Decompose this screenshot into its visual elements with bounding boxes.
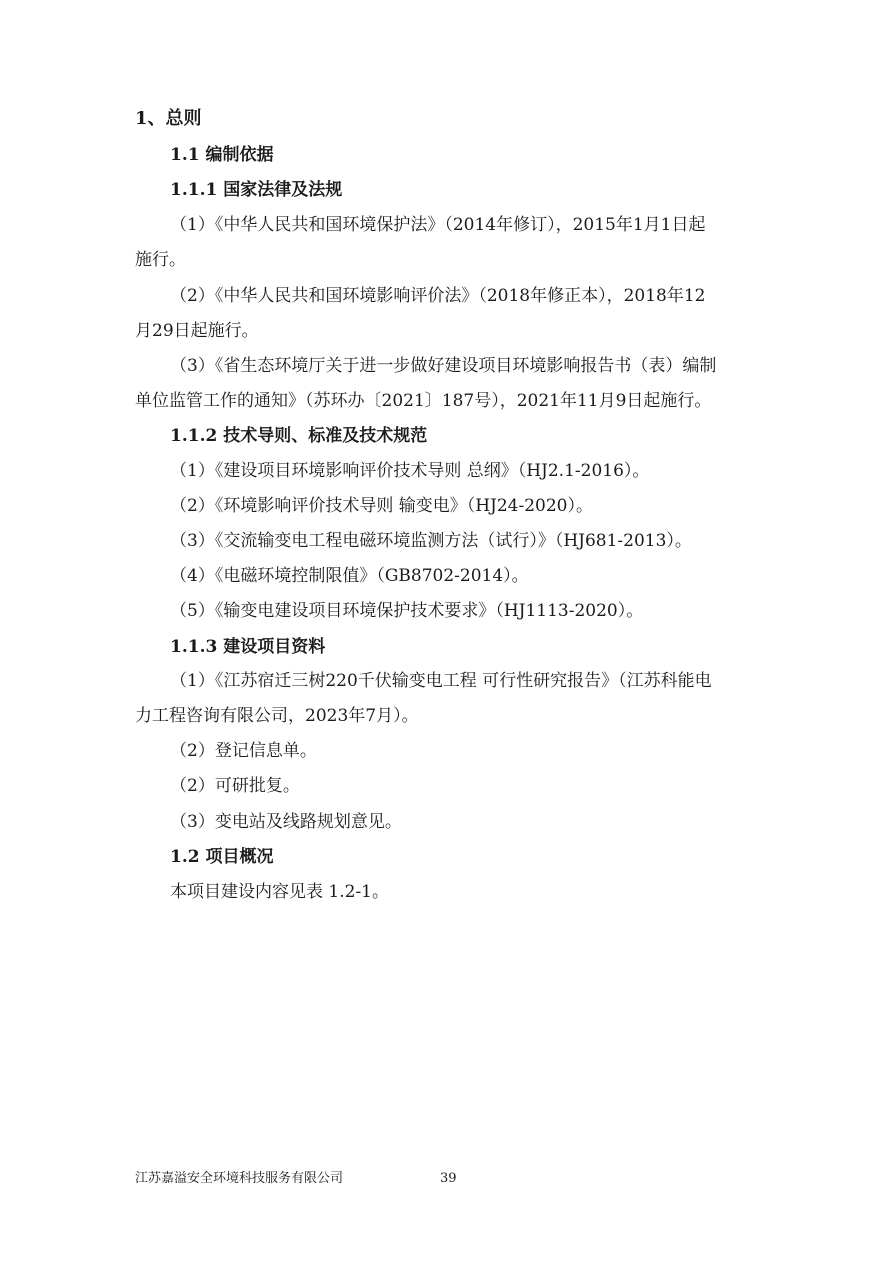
law-item-2-cont: 月29日起施行。 [135, 321, 259, 341]
tech-item-5: （5）《输变电建设项目环境保护技术要求》（HJ1113-2020）。 [170, 601, 644, 621]
tech-item-4: （4）《电磁环境控制限值》（GB8702-2014）。 [170, 566, 529, 586]
law-item-1: （1）《中华人民共和国环境保护法》（2014年修订），2015年1月1日起 [170, 215, 706, 235]
tech-item-3: （3）《交流输变电工程电磁环境监测方法（试行）》（HJ681-2013）。 [170, 531, 692, 551]
project-doc-2: （2）登记信息单。 [170, 741, 317, 761]
subsection-heading-1-1-2: 1.1.2 技术导则、标准及技术规范 [170, 426, 428, 446]
tech-item-2: （2）《环境影响评价技术导则 输变电》（HJ24-2020）。 [170, 496, 593, 516]
subsection-heading-1-1-1: 1.1.1 国家法律及法规 [170, 180, 343, 200]
section-heading-1-1: 1.1 编制依据 [170, 145, 274, 165]
subsection-heading-1-1-3: 1.1.3 建设项目资料 [170, 637, 326, 657]
law-item-2: （2）《中华人民共和国环境影响评价法》（2018年修正本），2018年12 [170, 286, 706, 306]
project-doc-4: （3）变电站及线路规划意见。 [170, 812, 402, 832]
project-doc-3: （2）可研批复。 [170, 776, 300, 796]
law-item-3: （3）《省生态环境厅关于进一步做好建设项目环境影响报告书（表）编制 [170, 356, 717, 376]
chapter-heading: 1、总则 [135, 108, 202, 129]
page-number: 39 [440, 1171, 457, 1186]
section-heading-1-2: 1.2 项目概况 [170, 847, 274, 867]
footer-company: 江苏嘉溢安全环境科技服务有限公司 [135, 1171, 344, 1186]
project-doc-1: （1）《江苏宿迁三树220千伏输变电工程 可行性研究报告》（江苏科能电 [170, 671, 712, 691]
law-item-3-cont: 单位监管工作的通知》（苏环办〔2021〕187号），2021年11月9日起施行。 [135, 391, 712, 411]
project-doc-1-cont: 力工程咨询有限公司，2023年7月）。 [135, 706, 419, 726]
tech-item-1: （1）《建设项目环境影响评价技术导则 总纲》（HJ2.1-2016）。 [170, 461, 650, 481]
overview-paragraph: 本项目建设内容见表 1.2-1。 [170, 882, 389, 902]
law-item-1-cont: 施行。 [135, 250, 186, 270]
